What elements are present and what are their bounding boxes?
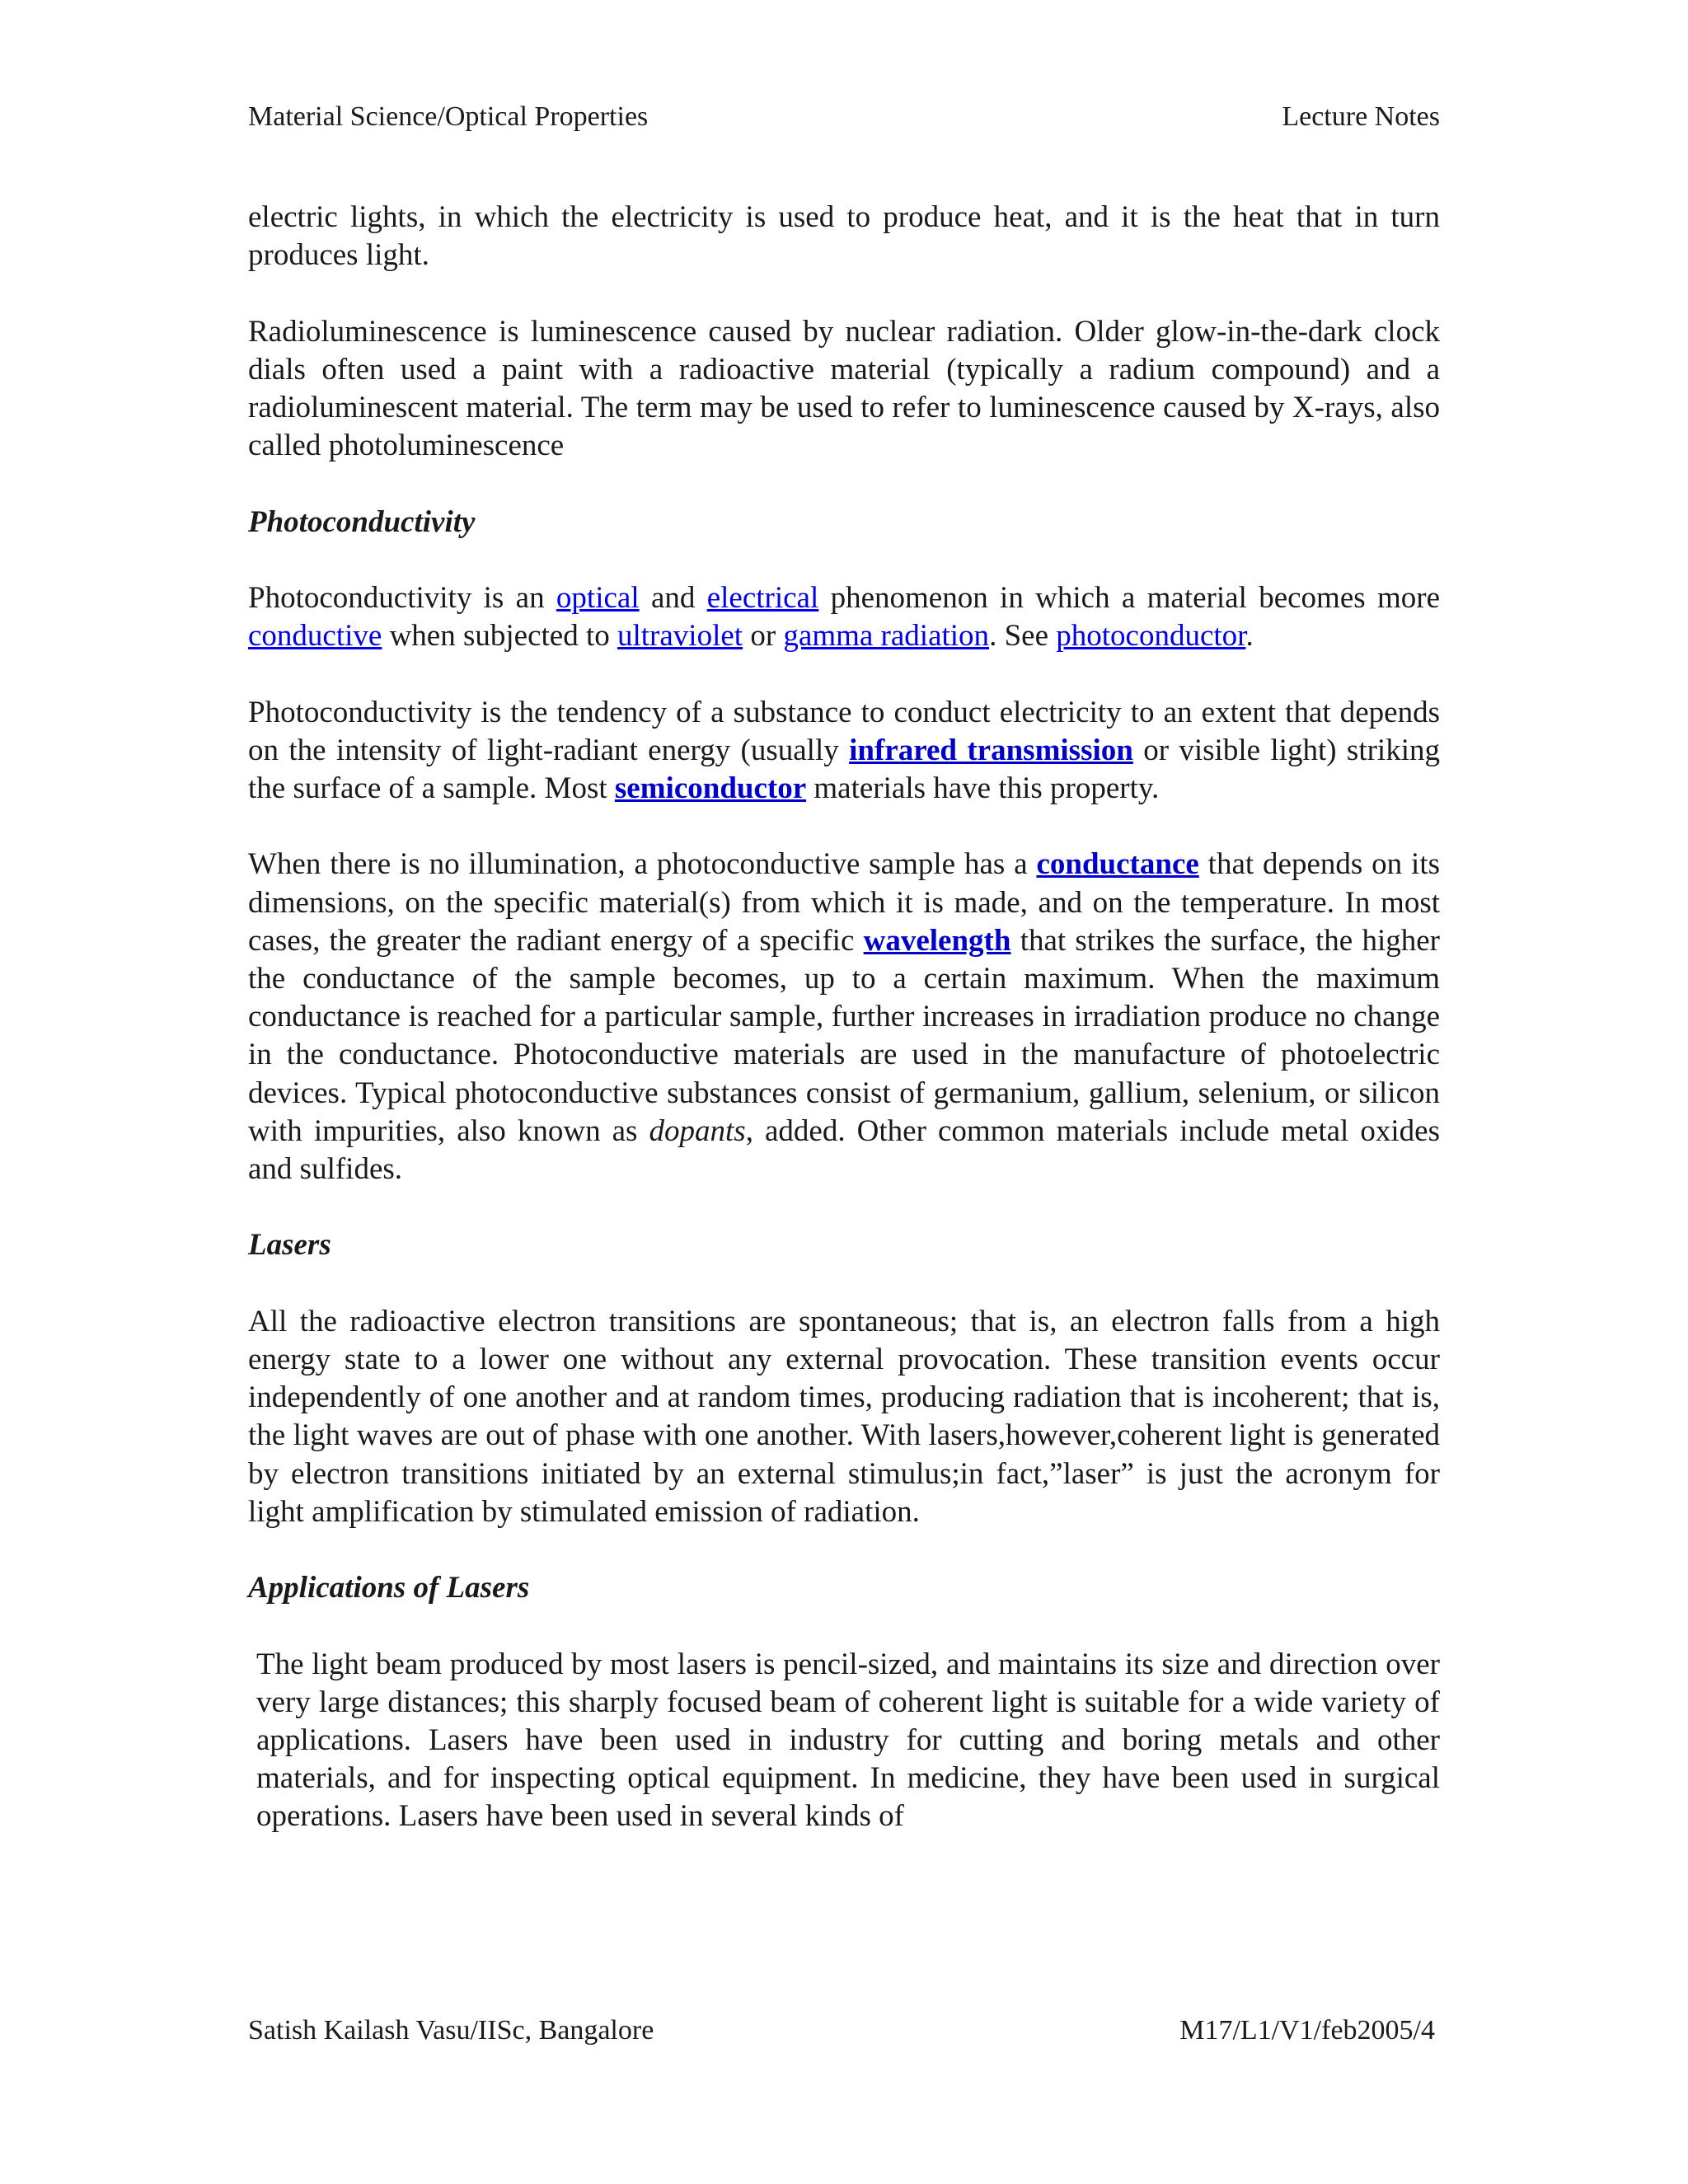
text-segment: when subjected to <box>382 619 617 654</box>
text-segment: materials have this property. <box>806 771 1160 805</box>
link-ultraviolet[interactable]: ultraviolet <box>617 619 743 654</box>
text-segment: Photoconductivity is an <box>248 580 556 615</box>
text-segment: that depends on its dimensions, on the specific material(s) from which it is made, and on the temperature. In most cases, the greater the radiant energy of a specific <box>248 847 1440 958</box>
text-segment: When there is no illumination, a photoconductive sample has a <box>248 847 1037 882</box>
link-wavelength[interactable]: wavelength <box>863 923 1011 958</box>
text-segment: and <box>639 580 707 615</box>
heading-lasers: Lasers <box>248 1228 331 1263</box>
header-right: Lecture Notes <box>1282 101 1440 132</box>
link-conductive[interactable]: conductive <box>248 619 382 654</box>
text-segment: phenomenon in which a material becomes more <box>818 580 1440 615</box>
heading-applications-of-lasers: Applications of Lasers <box>248 1571 530 1605</box>
link-infrared-transmission[interactable]: infrared transmission <box>849 733 1133 767</box>
link-gamma-radiation[interactable]: gamma radiation <box>783 619 990 654</box>
term-dopants: dopants <box>649 1113 746 1148</box>
text-segment: Photoconductivity is the tendency of a substance to conduct electricity to an extent that depends on the intensity of light-radiant energy (usually <box>248 695 1440 767</box>
paragraph-photoconductivity-tendency <box>248 694 1440 808</box>
paragraph-photoconductivity-definition <box>248 579 1440 655</box>
text-segment: . <box>1245 619 1254 654</box>
document-body <box>248 199 1440 1874</box>
paragraph-radioluminescence: Radioluminescence is luminescence caused by nuclear radiation. Older glow-in-the-dark clock dials often used a paint with a radioactive material (typically a radium compound) and a radioluminescent material. The term may be used to refer to luminescence caused by X-rays, also called photoluminescence <box>248 314 1440 463</box>
paragraph-electric-lights: electric lights, in which the electricity is used to produce heat, and it is the heat that in turn produces light. <box>248 200 1440 273</box>
footer-left: Satish Kailash Vasu/IISc, Bangalore <box>248 2015 654 2046</box>
link-semiconductor[interactable]: semiconductor <box>614 771 807 805</box>
link-conductance[interactable]: conductance <box>1036 847 1199 882</box>
text-segment: or visible light) striking the surface of a sample. Most <box>248 733 1440 805</box>
header-left: Material Science/Optical Properties <box>248 101 649 132</box>
link-optical[interactable]: optical <box>556 580 640 615</box>
paragraph-laser-applications: The light beam produced by most lasers is pencil-sized, and maintains its size and direction over very large distances; this sharply focused beam of coherent light is suitable for a wide variety of applications. Lasers have been used in industry for cutting and boring metals and other materials, and for inspecting optical equipment. In medicine, they have been used in surgical operations. Lasers have been used in several kinds of <box>256 1647 1440 1834</box>
text-segment: that strikes the surface, the higher the conductance of the sample becomes, up to a certain maximum. When the maximum conductance is reached for a particular sample, further increases in irradiation produce no change in the conductance. Photoconductive materials are used in the manufacture of photoelectric devices. Typical photoconductive substances consist of germanium, gallium, selenium, or silicon with impurities, also known as <box>248 923 1440 1148</box>
paragraph-laser-transitions: All the radioactive electron transitions are spontaneous; that is, an electron falls from a high energy state to a lower one without any external provocation. These transition events occur independently of one another and at random times, producing radiation that is incoherent; that is, the light waves are out of phase with one another. With lasers,however,coherent light is generated by electron transitions initiated by an external stimulus;in fact,”laser” is just the acronym for light amplification by stimulated emission of radiation. <box>248 1304 1440 1529</box>
link-electrical[interactable]: electrical <box>706 580 819 615</box>
heading-photoconductivity: Photoconductivity <box>248 504 476 539</box>
text-segment: or <box>743 619 784 654</box>
text-segment: . See <box>989 619 1057 654</box>
footer-right: M17/L1/V1/feb2005/4 <box>1179 2015 1435 2046</box>
text-segment: , added. Other common materials include metal oxides and sulfides. <box>248 1113 1440 1186</box>
link-photoconductor[interactable]: photoconductor <box>1056 619 1246 654</box>
paragraph-no-illumination <box>248 846 1440 1188</box>
